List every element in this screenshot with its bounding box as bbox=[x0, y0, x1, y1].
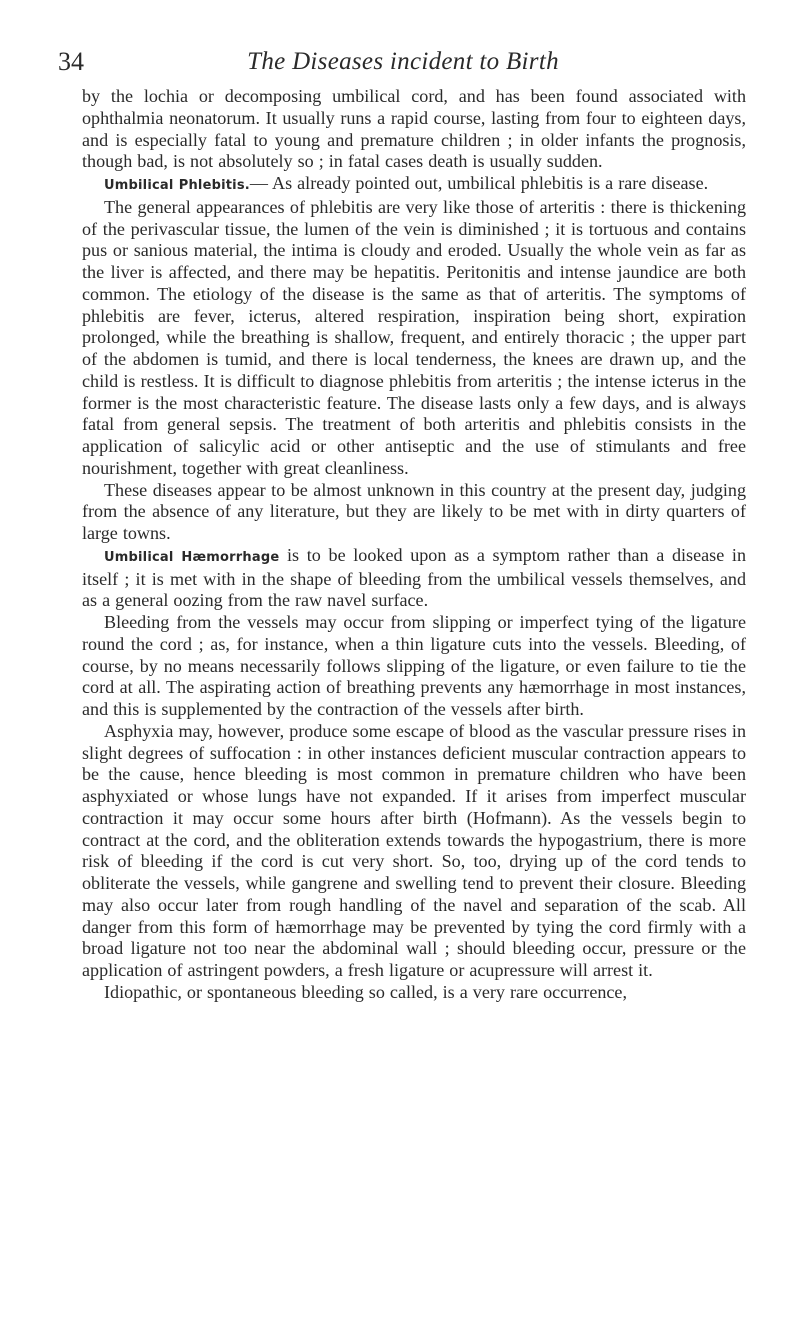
paragraph-text: Asphyxia may, however, produce some escape of blood as the vascular pressure rises in slight degrees of suffocation : in other instances deficient muscular contraction appears to be the cause, hence bleeding is most common in premature children who have been asphyxiated or whose lungs have not expanded. If it arises from imperfect muscular contraction it may occur some hours after birth (Hofmann). As the vessels begin to contract at the cord, and the obliteration extends towards the hypogastrium, there is more risk of bleeding if the cord is cut very short. So, too, drying up of the cord tends to obliterate the vessels, while gangrene and swelling tend to prevent their closure. Bleeding may also occur later from rough handling of the navel and separation of the scab. All danger from this form of hæmorrhage may be prevented by tying the cord firmly with a broad ligature not too near the abdominal wall ; should bleeding occur, pressure or the application of astringent powders, a fresh ligature or acupressure will arrest it. bbox=[82, 720, 746, 980]
body-text bbox=[82, 86, 746, 1004]
paragraph-text: — As already pointed out, umbilical phlebitis is a rare disease. bbox=[249, 173, 709, 193]
page-number: 34 bbox=[58, 47, 84, 76]
paragraph-text: The general appearances of phlebitis are very like those of arteritis : there is thickening of the perivascular tissue, the lumen of the vein is diminished ; it is tortuous and contains pus or sanious material, the intima is cloudy and eroded. Usually the whole vein as far as the liver is affected, and there may be hepatitis. Peritonitis and intense jaundice are both common. The etiology of the disease is the same as that of arteritis. The symptoms of phlebitis are fever, icterus, altered respiration, inspiration being short, expiration prolonged, while the breathing is shallow, frequent, and entirely thoracic ; the upper part of the abdomen is tumid, and there is local tenderness, the knees are drawn up, and the child is restless. It is difficult to diagnose phlebitis from arteritis ; the intense icterus in the former is the most characteristic feature. The disease lasts only a few days, and is always fatal from general sepsis. The treatment of both arteritis and phlebitis consists in the application of salicylic acid or other antiseptic and the use of stimulants and free nourishment, together with great cleanliness. bbox=[82, 196, 746, 478]
page-header bbox=[58, 42, 748, 82]
paragraph bbox=[82, 197, 746, 480]
section-heading: Umbilical Phlebitis. bbox=[104, 178, 250, 193]
section-heading: Umbilical Hæmorrhage bbox=[104, 549, 280, 565]
paragraph-text: Bleeding from the vessels may occur from slipping or imperfect tying of the ligature round the cord ; as, for instance, when a thin ligature cuts into the vessels. Bleeding, of course, by no means necessarily follows slipping of the ligature, or even failure to tie the cord at all. The aspirating action of breathing prevents any hæmorrhage in most instances, and this is supplemented by the contraction of the vessels after birth. bbox=[82, 612, 746, 719]
paragraph-text: These diseases appear to be almost unknown in this country at the present day, judging from the absence of any literature, but they are likely to be met with in dirty quarters of large towns. bbox=[82, 479, 746, 543]
paragraph-text: Idiopathic, or spontaneous bleeding so called, is a very rare occurrence, bbox=[104, 981, 627, 1002]
paragraph-text: by the lochia or decomposing umbilical cord, and has been found associated with ophthalmia neonatorum. It usually runs a rapid course, lasting from four to eighteen days, and is especially fatal to young and premature children ; in older infants the prognosis, though bad, is not absolutely so ; in fatal cases death is usually sudden. bbox=[82, 86, 746, 172]
paragraph bbox=[82, 612, 746, 721]
paragraph bbox=[82, 982, 746, 1004]
paragraph bbox=[82, 721, 746, 982]
paragraph-text: is to be looked upon as a symptom rather than a disease in itself ; it is met with in the shape of bleeding from the umbilical vessels themselves, and as a general oozing from the raw navel surface. bbox=[82, 544, 746, 611]
paragraph bbox=[82, 545, 746, 612]
paragraph bbox=[82, 86, 746, 173]
paragraph bbox=[82, 173, 746, 197]
running-head: The Diseases incident to Birth bbox=[247, 48, 559, 75]
paragraph bbox=[82, 480, 746, 545]
